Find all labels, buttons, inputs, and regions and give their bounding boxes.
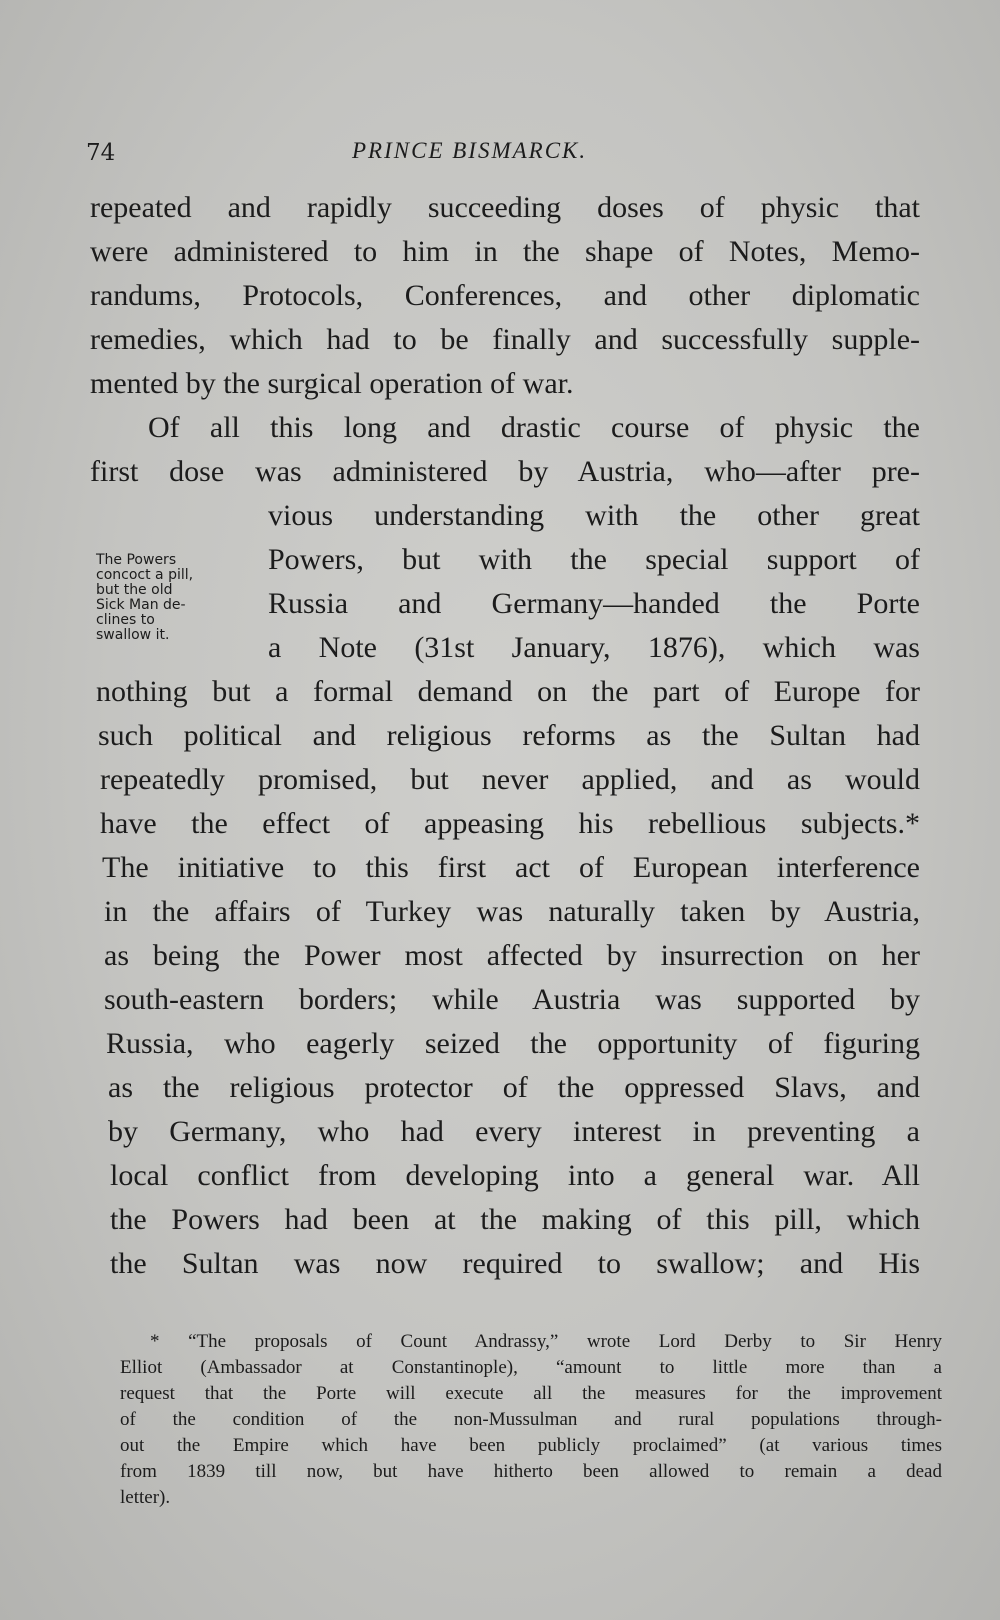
margin-note-line: concoct a pill, bbox=[96, 567, 194, 583]
body-line: The initiative to this first act of European interference bbox=[102, 851, 920, 884]
running-head: PRINCE BISMARCK. bbox=[352, 138, 588, 163]
body-line: vious understanding with the other great bbox=[268, 499, 920, 532]
footnote-line: of the condition of the non-Mussulman and rural populations through- bbox=[120, 1409, 942, 1430]
body-line: as the religious protector of the oppressed Slavs, and bbox=[108, 1071, 920, 1104]
body-line: as being the Power most affected by insurrection on her bbox=[104, 939, 920, 972]
body-line: nothing but a formal demand on the part of Europe for bbox=[96, 675, 920, 708]
body-line: first dose was administered by Austria, who—after pre- bbox=[90, 455, 920, 488]
footnote-line: * “The proposals of Count Andrassy,” wrote Lord Derby to Sir Henry bbox=[150, 1331, 942, 1352]
margin-note-line: but the old bbox=[96, 582, 173, 598]
body-line: remedies, which had to be finally and successfully supple- bbox=[90, 323, 920, 356]
body-line: mented by the surgical operation of war. bbox=[90, 367, 574, 400]
margin-note-line: Sick Man de- bbox=[96, 597, 186, 613]
body-line: in the affairs of Turkey was naturally taken by Austria, bbox=[104, 895, 920, 928]
body-line: repeated and rapidly succeeding doses of physic that bbox=[90, 191, 920, 224]
footnote-line: Elliot (Ambassador at Constantinople), “amount to little more than a bbox=[120, 1357, 942, 1378]
margin-note-line: swallow it. bbox=[96, 627, 170, 643]
margin-note-line: clines to bbox=[96, 612, 155, 628]
body-line: Powers, but with the special support of bbox=[268, 543, 920, 576]
body-line: such political and religious reforms as the Sultan had bbox=[98, 719, 920, 752]
margin-note bbox=[96, 553, 246, 643]
page-number: 74 bbox=[86, 140, 116, 166]
body-line: local conflict from developing into a general war. All bbox=[110, 1159, 920, 1192]
body-line: have the effect of appeasing his rebellious subjects.* bbox=[100, 807, 920, 840]
body-line: south-eastern borders; while Austria was supported by bbox=[104, 983, 920, 1016]
body-line: a Note (31st January, 1876), which was bbox=[268, 631, 920, 664]
body-line: were administered to him in the shape of Notes, Memo- bbox=[90, 235, 920, 268]
footnote-line: from 1839 till now, but have hitherto been allowed to remain a dead bbox=[120, 1461, 942, 1482]
margin-note-line: The Powers bbox=[96, 552, 177, 568]
footnote-line: request that the Porte will execute all the measures for the improvement bbox=[120, 1383, 942, 1404]
footnote-line: letter). bbox=[120, 1487, 171, 1508]
body-line: Russia, who eagerly seized the opportunity of figuring bbox=[106, 1027, 920, 1060]
body-line: the Powers had been at the making of this pill, which bbox=[110, 1203, 920, 1236]
body-line: by Germany, who had every interest in preventing a bbox=[108, 1115, 920, 1148]
body-line: randums, Protocols, Conferences, and other diplomatic bbox=[90, 279, 920, 312]
footnote-line: out the Empire which have been publicly proclaimed” (at various times bbox=[120, 1435, 942, 1456]
body-line: repeatedly promised, but never applied, and as would bbox=[100, 763, 920, 796]
body-line: Of all this long and drastic course of physic the bbox=[148, 411, 920, 444]
body-line: Russia and Germany—handed the Porte bbox=[268, 587, 920, 620]
body-line: the Sultan was now required to swallow; and His bbox=[110, 1247, 920, 1280]
